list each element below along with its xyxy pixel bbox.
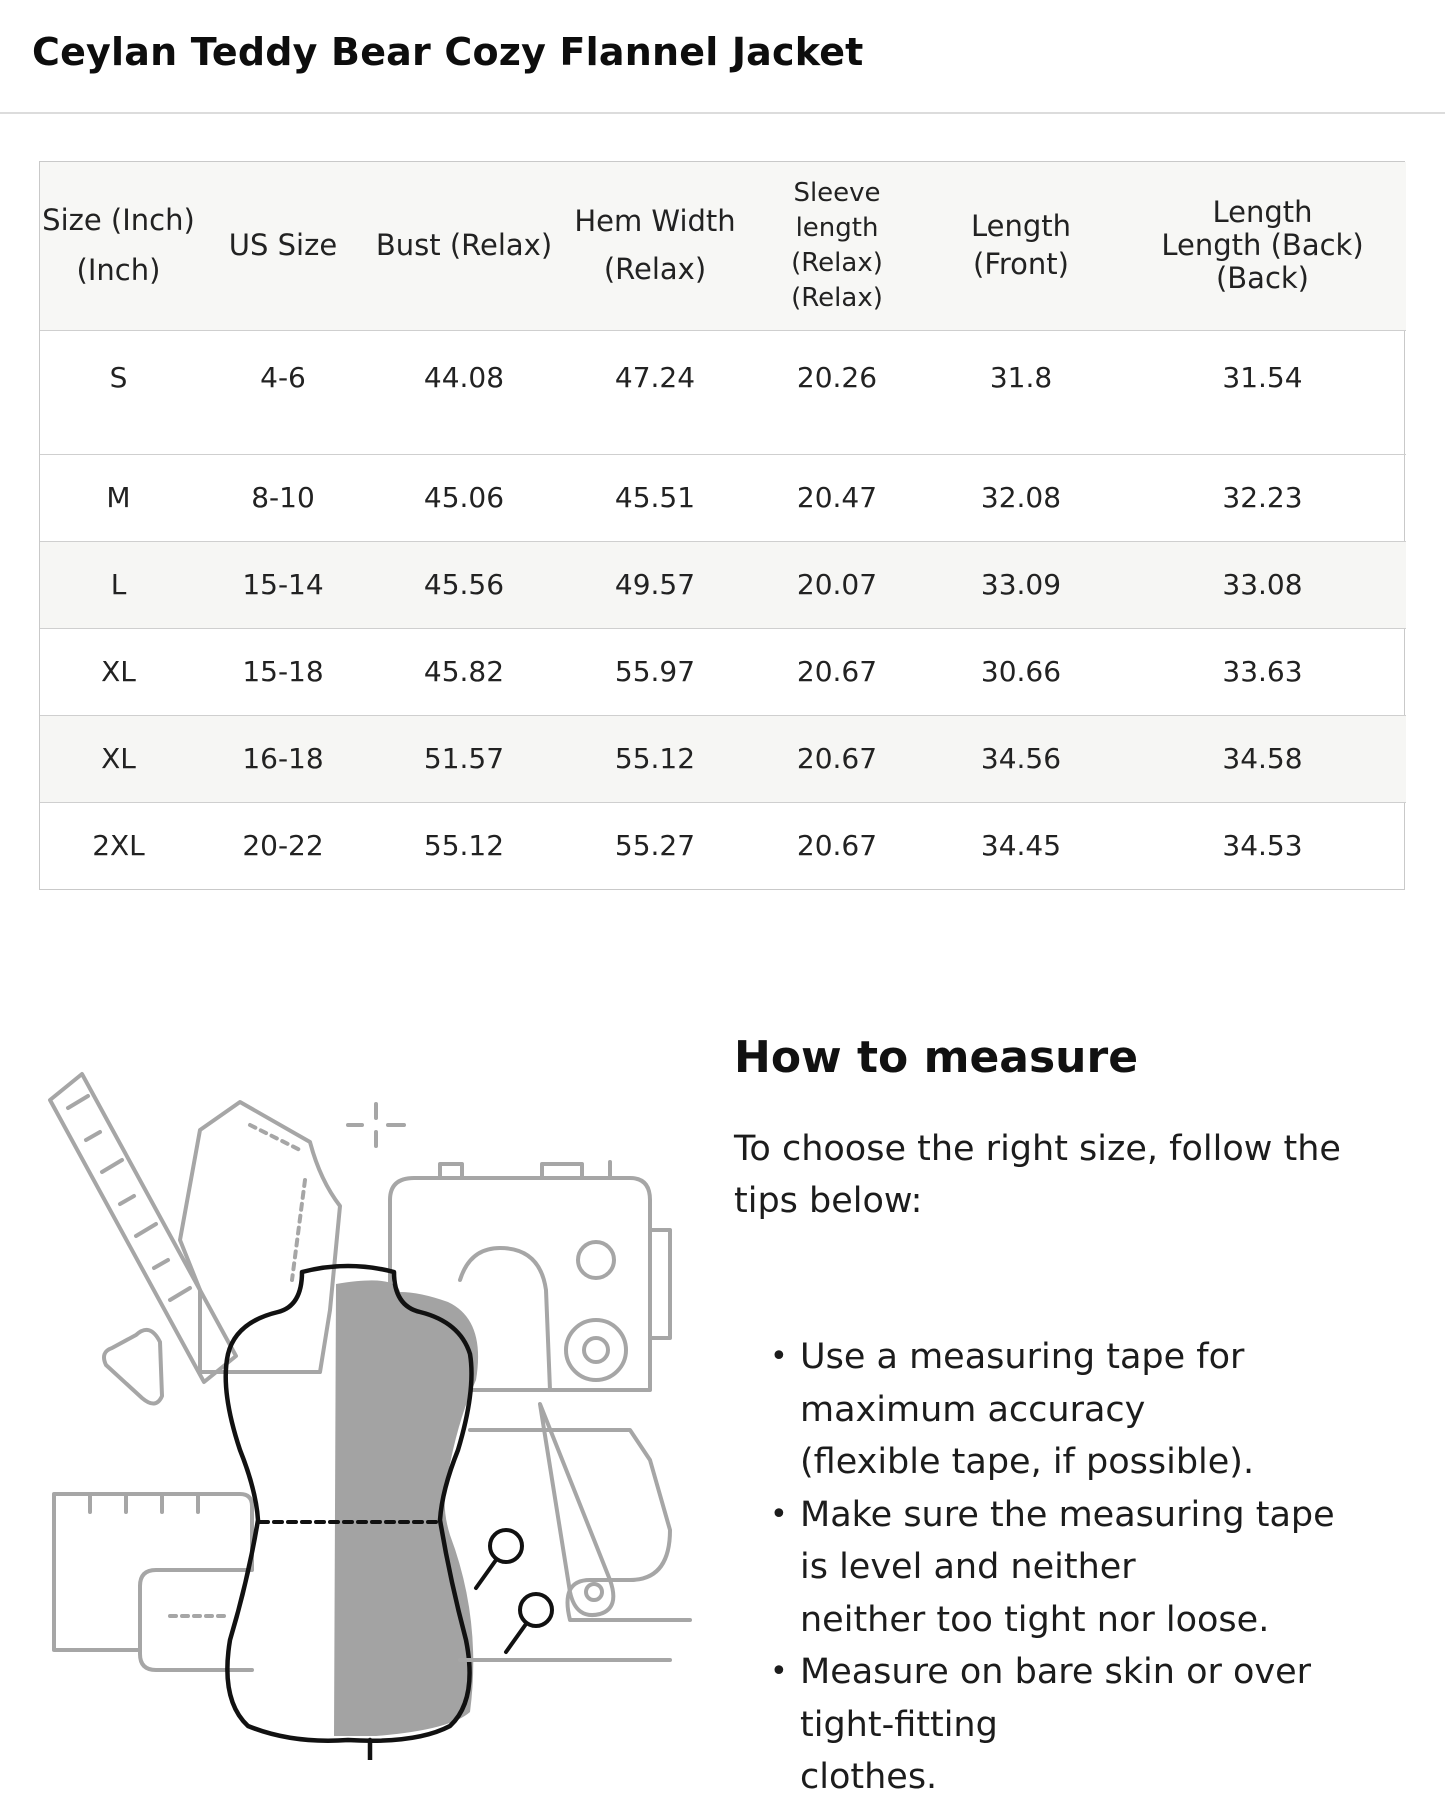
table-cell: 33.09 xyxy=(980,568,1062,601)
size-chart-table xyxy=(39,161,1405,890)
table-cell: 55.12 xyxy=(423,829,505,863)
sparkle-icon xyxy=(348,1104,404,1146)
table-cell: 32.08 xyxy=(980,481,1062,514)
header-length-back-line: Length xyxy=(1212,194,1313,229)
header-bust-line: Bust (Relax) xyxy=(375,227,553,262)
header-sleeve-line: (Relax) xyxy=(791,282,883,313)
bullet-icon: • xyxy=(770,1339,788,1374)
bullet-icon: • xyxy=(770,1654,788,1689)
header-size xyxy=(40,162,197,330)
table-cell: 45.06 xyxy=(423,481,505,514)
tip-line: Measure on bare skin or over xyxy=(800,1652,1312,1692)
table-cell: 47.24 xyxy=(614,360,696,394)
table-cell: 16-18 xyxy=(242,742,324,775)
how-to-measure-intro xyxy=(734,1123,1394,1227)
table-row xyxy=(40,715,1406,802)
table-row xyxy=(40,628,1406,715)
pin-icon xyxy=(476,1530,552,1652)
table-cell: 8-10 xyxy=(251,481,315,514)
table-cell: 20.67 xyxy=(796,829,878,863)
table-cell: 31.54 xyxy=(1222,360,1303,394)
header-length-back-line: (Back) xyxy=(1215,261,1310,296)
header-sleeve-line: (Relax) xyxy=(791,247,883,278)
tip-line: maximum accuracy xyxy=(800,1389,1146,1430)
table-cell: 33.63 xyxy=(1222,655,1303,688)
table-cell: XL xyxy=(101,655,136,688)
header-bust xyxy=(369,162,559,330)
page-header xyxy=(0,0,1445,114)
tip-line: clothes. xyxy=(800,1757,938,1797)
table-cell: 32.23 xyxy=(1222,481,1303,514)
table-row xyxy=(40,802,1406,889)
tip-line: neither too tight nor loose. xyxy=(800,1599,1270,1640)
header-length-front-line: Length xyxy=(970,209,1072,244)
header-length-front-line: (Front) xyxy=(973,246,1069,281)
header-size-line: (Inch) xyxy=(76,252,161,287)
table-cell: 30.66 xyxy=(980,655,1062,688)
tip-line: (flexible tape, if possible). xyxy=(800,1442,1255,1482)
header-length-front xyxy=(923,162,1119,330)
header-us-size xyxy=(197,162,369,330)
header-length-back xyxy=(1119,162,1406,330)
tip-line: Use a measuring tape for xyxy=(800,1337,1245,1377)
table-cell: 45.51 xyxy=(614,481,696,514)
header-hem-width xyxy=(559,162,751,330)
table-cell: 20.26 xyxy=(796,360,878,394)
intro-line: tips below: xyxy=(734,1181,923,1221)
table-cell: 15-14 xyxy=(242,568,324,601)
table-cell: M xyxy=(106,481,131,514)
table-cell: XL xyxy=(101,742,136,775)
intro-line: To choose the right size, follow the xyxy=(734,1129,1341,1169)
table-cell: S xyxy=(109,360,128,394)
bullet-icon: • xyxy=(770,1496,788,1532)
table-cell: 20-22 xyxy=(242,829,324,863)
table-cell: 34.58 xyxy=(1222,742,1303,775)
table-cell: 55.27 xyxy=(614,829,696,863)
table-cell: 49.57 xyxy=(614,568,696,601)
ruler-icon xyxy=(50,1074,236,1382)
table-cell: 20.47 xyxy=(796,481,878,514)
how-to-measure-title: How to measure xyxy=(734,1032,1139,1083)
header-size-line: Size (Inch) xyxy=(42,203,195,238)
table-header-row xyxy=(40,162,1406,330)
table-cell: 4-6 xyxy=(260,360,306,394)
header-length-back-line: Length (Back) xyxy=(1161,228,1364,263)
table-cell: 45.56 xyxy=(423,568,505,601)
header-hem-width-line: (Relax) xyxy=(603,251,707,286)
table-cell: 55.97 xyxy=(614,655,696,688)
table-cell: 33.08 xyxy=(1222,568,1303,601)
measuring-tape-icon xyxy=(54,1494,252,1670)
measure-tips-list xyxy=(734,1331,1394,1804)
header-us-size-line: US Size xyxy=(228,227,338,262)
table-cell: 31.8 xyxy=(989,360,1053,394)
tailor-chalk-icon xyxy=(104,1330,162,1404)
table-cell: 55.12 xyxy=(614,742,696,775)
header-sleeve-line: Sleeve length xyxy=(793,177,881,243)
header-hem-width-line: Hem Width xyxy=(574,204,736,239)
header-sleeve-length xyxy=(751,162,923,330)
tip-line: tight-fitting xyxy=(800,1704,998,1745)
list-item xyxy=(734,1331,1394,1489)
table-cell: 15-18 xyxy=(242,655,324,688)
tip-line: is level and neither xyxy=(800,1547,1136,1587)
table-cell: 45.82 xyxy=(423,655,505,688)
table-cell: 34.45 xyxy=(980,829,1062,863)
table-cell: 34.53 xyxy=(1222,829,1303,863)
tip-line: Make sure the measuring tape xyxy=(800,1494,1335,1535)
table-cell: 20.67 xyxy=(796,742,878,775)
list-item xyxy=(734,1489,1394,1647)
list-item xyxy=(734,1646,1394,1804)
table-row xyxy=(40,454,1406,541)
table-cell: L xyxy=(110,568,127,601)
measurement-illustration xyxy=(30,1060,710,1760)
dress-form-icon xyxy=(226,1266,478,1760)
dress-pattern-icon xyxy=(180,1102,340,1372)
how-to-measure-section xyxy=(734,1032,1394,1804)
table-cell: 2XL xyxy=(92,829,145,863)
table-row xyxy=(40,541,1406,628)
table-row xyxy=(40,330,1406,454)
table-cell: 20.07 xyxy=(796,568,878,601)
table-cell: 34.56 xyxy=(980,742,1062,775)
product-title: Ceylan Teddy Bear Cozy Flannel Jacket xyxy=(32,30,864,74)
table-cell: 20.67 xyxy=(796,655,878,688)
table-cell: 44.08 xyxy=(423,360,505,394)
table-cell: 51.57 xyxy=(423,742,505,775)
